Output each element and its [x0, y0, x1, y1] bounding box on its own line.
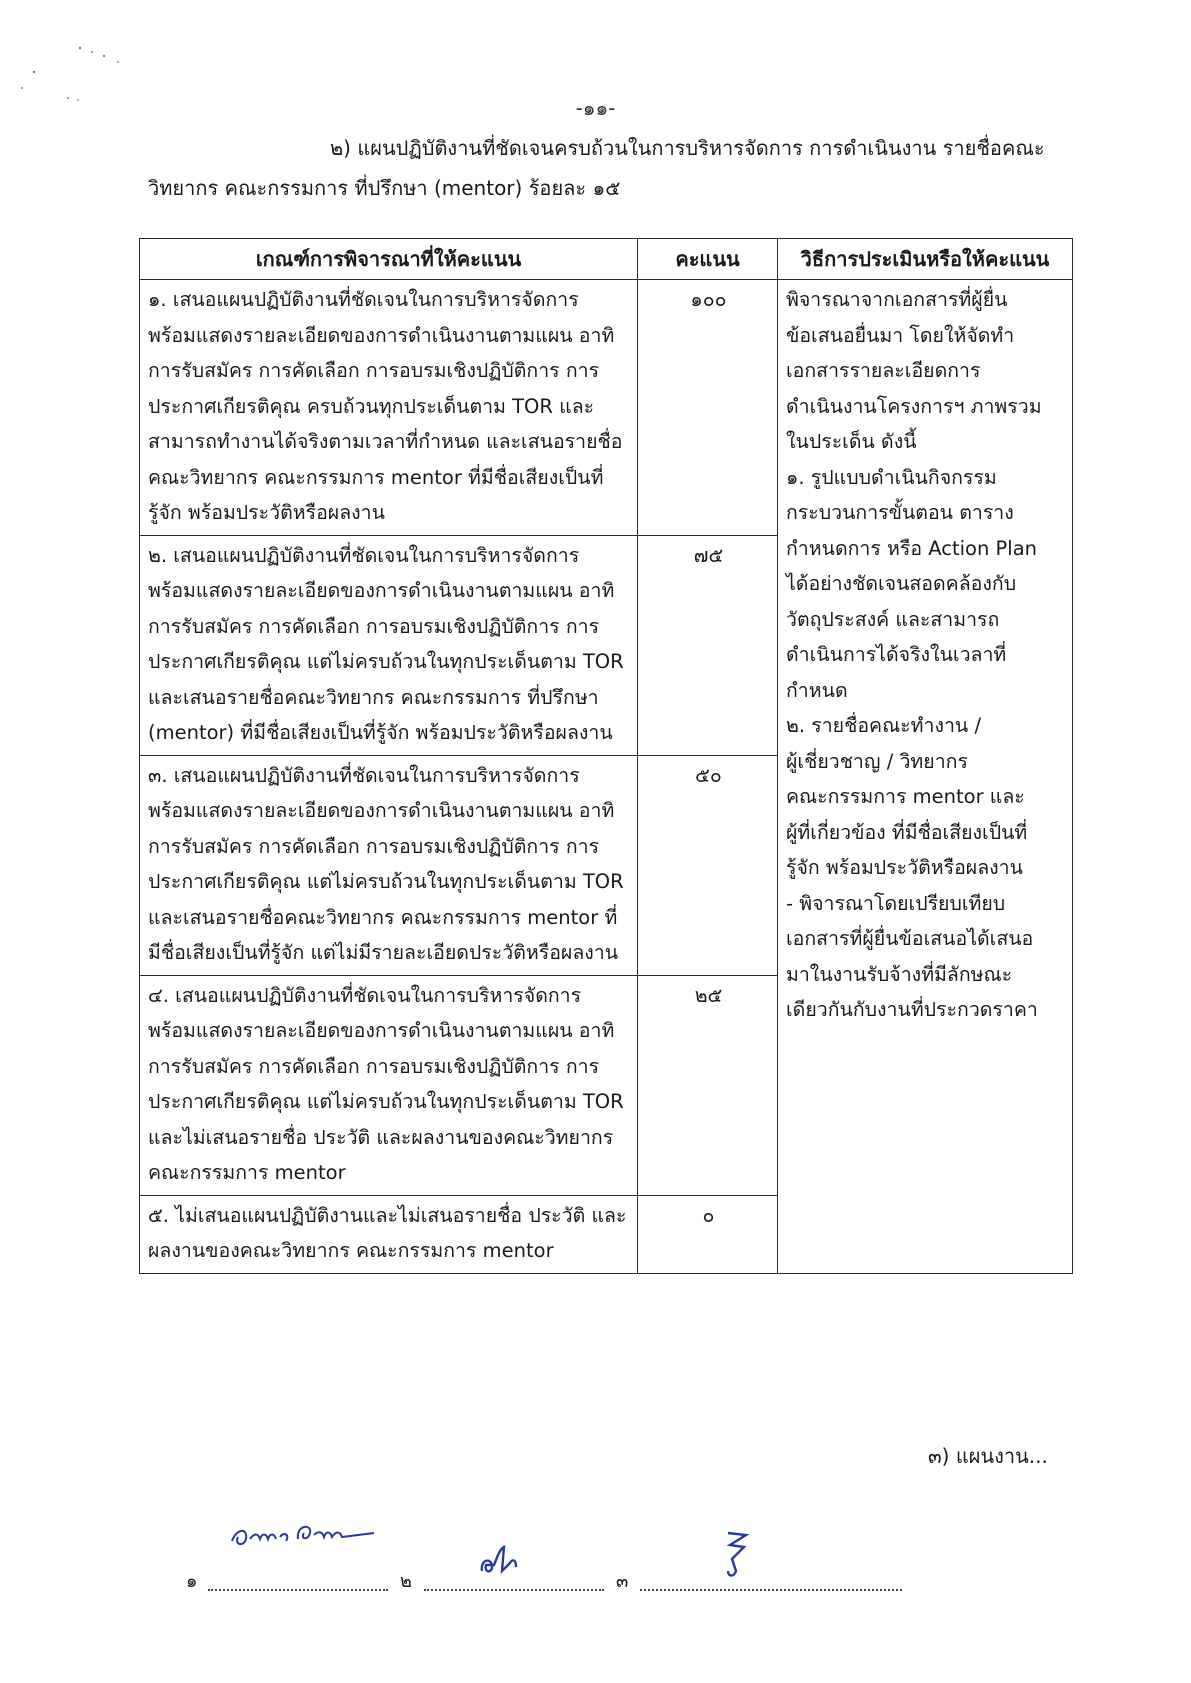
criteria-line: คณะกรรมการ mentor — [148, 1161, 346, 1184]
method-line: เอกสารที่ผู้ยื่นข้อเสนอได้เสนอ — [786, 927, 1034, 950]
criteria-cell — [140, 280, 638, 536]
signature-line-2 — [424, 1588, 604, 1591]
method-line: ๑. รูปแบบดำเนินกิจกรรม — [786, 465, 997, 489]
page-number: -๑๑- — [575, 96, 616, 120]
method-line: กระบวนการขั้นตอน ตาราง — [786, 501, 1014, 524]
signature-1-icon — [226, 1515, 386, 1555]
score-cell: ๒๕ — [638, 975, 778, 1195]
criteria-line: ๓. เสนอแผนปฏิบัติงานที่ชัดเจนในการบริหารจัดการ — [148, 763, 580, 787]
criteria-line: ประกาศเกียรติคุณ ครบถ้วนทุกประเด็นตาม TOR และ — [148, 394, 595, 418]
method-line: รู้จัก พร้อมประวัติหรือผลงาน — [786, 856, 1023, 879]
section-heading-line-1: ๒) แผนปฏิบัติงานที่ชัดเจนครบถ้วนในการบริหารจัดการ การดำเนินงาน รายชื่อคณะ — [330, 136, 1045, 160]
criteria-line: และเสนอรายชื่อคณะวิทยากร คณะกรรมการ mentor ที่ — [148, 905, 618, 929]
criteria-line: ๔. เสนอแผนปฏิบัติงานที่ชัดเจนในการบริหารจัดการ — [148, 983, 582, 1007]
criteria-line: การรับสมัคร การคัดเลือก การอบรมเชิงปฏิบัติการ การ — [148, 1054, 600, 1078]
criteria-line: ประกาศเกียรติคุณ แต่ไม่ครบถ้วนในทุกประเด็นตาม TOR — [148, 650, 624, 673]
method-line: กำหนด — [786, 678, 848, 702]
score-cell: ๕๐ — [638, 755, 778, 975]
section-heading-line-2: วิทยากร คณะกรรมการ ที่ปรึกษา (mentor) ร้อยละ ๑๕ — [148, 176, 621, 200]
method-line: ผู้เชี่ยวชาญ / วิทยากร — [786, 749, 968, 773]
signature-line-1 — [208, 1588, 388, 1591]
signature-label-1: ๑ — [186, 1571, 198, 1592]
method-line: ผู้ที่เกี่ยวข้อง ที่มีชื่อเสียงเป็นที่ — [786, 820, 1028, 844]
method-line: เอกสารรายละเอียดการ — [786, 359, 981, 382]
criteria-line: ๕. ไม่เสนอแผนปฏิบัติงานและไม่เสนอรายชื่อ ประวัติ และ — [148, 1203, 627, 1227]
criteria-cell — [140, 755, 638, 975]
criteria-cell — [140, 975, 638, 1195]
criteria-cell — [140, 1195, 638, 1273]
header-score: คะแนน — [638, 239, 778, 280]
criteria-line: พร้อมแสดงรายละเอียดของการดำเนินงานตามแผน อาทิ — [148, 799, 615, 822]
method-line: พิจารณาจากเอกสารที่ผู้ยื่น — [786, 288, 1008, 311]
criteria-line: การรับสมัคร การคัดเลือก การอบรมเชิงปฏิบัติการ การ — [148, 359, 600, 382]
scoring-criteria-table — [139, 238, 1073, 1274]
signature-row — [186, 1515, 906, 1595]
table-row — [140, 280, 1073, 536]
score-cell: ๐ — [638, 1195, 778, 1273]
criteria-line: สามารถทำงานได้จริงตามเวลาที่กำหนด และเสนอรายชื่อ — [148, 430, 623, 453]
criteria-line: พร้อมแสดงรายละเอียดของการดำเนินงานตามแผน อาทิ — [148, 579, 615, 602]
criteria-line: การรับสมัคร การคัดเลือก การอบรมเชิงปฏิบัติการ การ — [148, 614, 600, 638]
criteria-line: ผลงานของคณะวิทยากร คณะกรรมการ mentor — [148, 1239, 554, 1262]
criteria-cell — [140, 535, 638, 755]
signature-label-3: ๓ — [616, 1571, 629, 1592]
method-line: - พิจารณาโดยเปรียบเทียบ — [786, 891, 1006, 915]
signature-3-icon — [706, 1525, 766, 1585]
criteria-line: และเสนอรายชื่อคณะวิทยากร คณะกรรมการ ที่ปรึกษา — [148, 685, 599, 709]
method-line: วัตถุประสงค์ และสามารถ — [786, 607, 1000, 631]
criteria-line: การรับสมัคร การคัดเลือก การอบรมเชิงปฏิบัติการ การ — [148, 834, 600, 858]
method-line: มาในงานรับจ้างที่มีลักษณะ — [786, 962, 1013, 986]
method-line: คณะกรรมการ mentor และ — [786, 785, 1025, 808]
criteria-line: ๒. เสนอแผนปฏิบัติงานที่ชัดเจนในการบริหารจัดการ — [148, 543, 580, 567]
signature-label-2: ๒ — [400, 1571, 412, 1592]
criteria-line: ประกาศเกียรติคุณ แต่ไม่ครบถ้วนในทุกประเด็นตาม TOR — [148, 870, 624, 893]
criteria-line: มีชื่อเสียงเป็นที่รู้จัก แต่ไม่มีรายละเอียดประวัติหรือผลงาน — [148, 941, 619, 964]
method-line: ได้อย่างชัดเจนสอดคล้องกับ — [786, 572, 1017, 595]
score-cell: ๑๐๐ — [638, 280, 778, 536]
method-cell — [778, 280, 1073, 1274]
header-criteria: เกณฑ์การพิจารณาที่ให้คะแนน — [140, 239, 638, 280]
method-line: ๒. รายชื่อคณะทำงาน / — [786, 714, 982, 737]
score-cell: ๗๕ — [638, 535, 778, 755]
header-method: วิธีการประเมินหรือให้คะแนน — [778, 239, 1073, 280]
method-line: ข้อเสนอยื่นมา โดยให้จัดทำ — [786, 323, 1015, 347]
criteria-line: คณะวิทยากร คณะกรรมการ mentor ที่มีชื่อเสียงเป็นที่ — [148, 465, 604, 489]
method-line: ดำเนินการได้จริงในเวลาที่ — [786, 643, 1007, 666]
criteria-line: และไม่เสนอรายชื่อ ประวัติ และผลงานของคณะวิทยากร — [148, 1125, 614, 1149]
criteria-line: ประกาศเกียรติคุณ แต่ไม่ครบถ้วนในทุกประเด็นตาม TOR — [148, 1090, 624, 1113]
criteria-line: (mentor) ที่มีชื่อเสียงเป็นที่รู้จัก พร้อมประวัติหรือผลงาน — [148, 721, 613, 744]
method-line: กำหนดการ หรือ Action Plan — [786, 536, 1038, 560]
signature-2-icon — [476, 1535, 556, 1585]
continuation-text: ๓) แผนงาน... — [928, 1444, 1048, 1468]
criteria-line: ๑. เสนอแผนปฏิบัติงานที่ชัดเจนในการบริหารจัดการ — [148, 288, 579, 311]
method-line: เดียวกันกับงานที่ประกวดราคา — [786, 998, 1038, 1021]
method-line: ดำเนินงานโครงการฯ ภาพรวม — [786, 394, 1042, 418]
criteria-line: พร้อมแสดงรายละเอียดของการดำเนินงานตามแผน อาทิ — [148, 323, 615, 347]
signature-line-3 — [640, 1588, 902, 1591]
table-header-row — [140, 239, 1073, 280]
criteria-line: รู้จัก พร้อมประวัติหรือผลงาน — [148, 501, 385, 524]
criteria-line: พร้อมแสดงรายละเอียดของการดำเนินงานตามแผน อาทิ — [148, 1019, 615, 1042]
section-heading — [148, 128, 1058, 208]
method-line: ในประเด็น ดังนี้ — [786, 430, 917, 453]
